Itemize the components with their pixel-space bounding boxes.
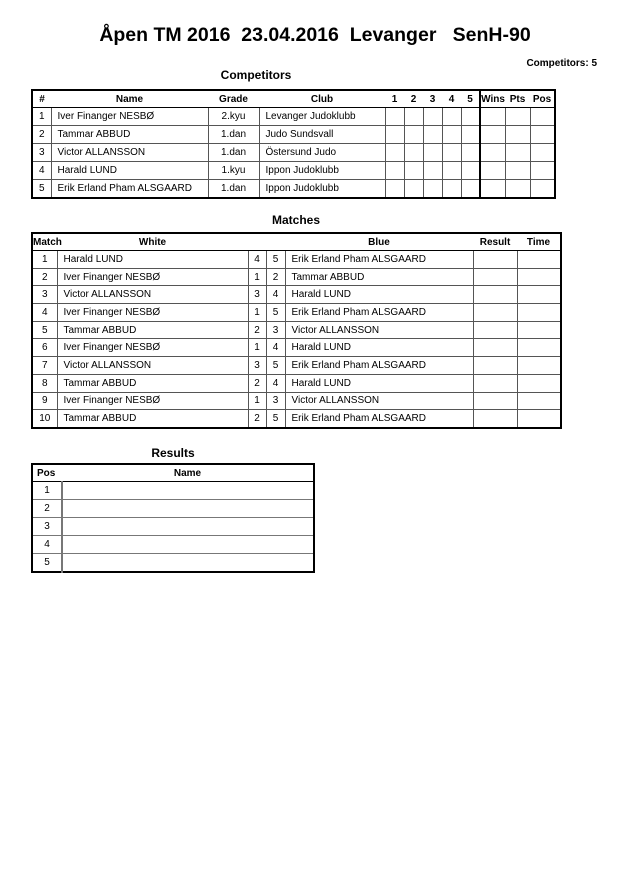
match-row: [32, 392, 561, 410]
time-cell[interactable]: [517, 339, 561, 357]
time-cell[interactable]: [517, 321, 561, 339]
result-cell[interactable]: [473, 286, 517, 304]
score-cell-4[interactable]: [442, 108, 461, 126]
score-cell-1[interactable]: [385, 108, 404, 126]
blue-name: Erik Erland Pham ALSGAARD: [285, 410, 473, 428]
col-header-pts: Pts: [505, 90, 530, 108]
blue-name: Harald LUND: [285, 339, 473, 357]
competitor-name: Iver Finanger NESBØ: [51, 108, 208, 126]
result-position: 5: [32, 554, 62, 573]
white-number: 1: [248, 392, 266, 410]
blue-number: 5: [266, 251, 285, 269]
col-header-blue: Blue: [285, 233, 473, 251]
white-number: 1: [248, 268, 266, 286]
result-name-cell[interactable]: [62, 482, 314, 500]
score-cell-2[interactable]: [404, 144, 423, 162]
result-cell[interactable]: [473, 374, 517, 392]
score-cell-2[interactable]: [404, 180, 423, 199]
col-header-wins: Wins: [480, 90, 505, 108]
competitor-row: [32, 126, 555, 144]
pos-cell[interactable]: [530, 126, 555, 144]
wins-cell[interactable]: [480, 126, 505, 144]
match-number: 9: [32, 392, 57, 410]
time-cell[interactable]: [517, 357, 561, 375]
white-number: 2: [248, 321, 266, 339]
score-cell-5[interactable]: [461, 162, 480, 180]
page-title: Åpen TM 2016 23.04.2016 Levanger SenH-90: [99, 24, 531, 46]
wins-cell[interactable]: [480, 144, 505, 162]
competitors-section-title: Competitors: [220, 68, 292, 82]
score-cell-3[interactable]: [423, 162, 442, 180]
wins-cell[interactable]: [480, 108, 505, 126]
time-cell[interactable]: [517, 374, 561, 392]
competitor-club: Judo Sundsvall: [259, 126, 385, 144]
match-number: 4: [32, 304, 57, 322]
score-cell-4[interactable]: [442, 162, 461, 180]
competitor-grade: 1.dan: [208, 144, 259, 162]
white-number: 2: [248, 410, 266, 428]
results-table: [31, 463, 315, 573]
blue-name: Victor ALLANSSON: [285, 321, 473, 339]
pts-cell[interactable]: [505, 144, 530, 162]
match-number: 10: [32, 410, 57, 428]
score-cell-5[interactable]: [461, 108, 480, 126]
white-name: Iver Finanger NESBØ: [57, 339, 248, 357]
match-number: 8: [32, 374, 57, 392]
result-cell[interactable]: [473, 321, 517, 339]
match-row: [32, 321, 561, 339]
white-name: Victor ALLANSSON: [57, 286, 248, 304]
result-row: [32, 518, 314, 536]
white-name: Victor ALLANSSON: [57, 357, 248, 375]
competitors-header-row: [32, 90, 555, 108]
col-header-2: 2: [404, 90, 423, 108]
result-position: 2: [32, 500, 62, 518]
pos-cell[interactable]: [530, 108, 555, 126]
score-cell-5[interactable]: [461, 126, 480, 144]
score-cell-5[interactable]: [461, 144, 480, 162]
col-header-5: 5: [461, 90, 480, 108]
result-cell[interactable]: [473, 304, 517, 322]
match-row: [32, 410, 561, 428]
col-header-white: White: [57, 233, 248, 251]
col-header-1: 1: [385, 90, 404, 108]
score-cell-1[interactable]: [385, 180, 404, 199]
time-cell[interactable]: [517, 251, 561, 269]
col-header-grade: Grade: [208, 90, 259, 108]
competitor-name: Harald LUND: [51, 162, 208, 180]
blue-number: 4: [266, 286, 285, 304]
competitor-club: Levanger Judoklubb: [259, 108, 385, 126]
match-row: [32, 357, 561, 375]
result-name-cell[interactable]: [62, 518, 314, 536]
col-header-match: Match: [32, 233, 57, 251]
col-header-club: Club: [259, 90, 385, 108]
time-cell[interactable]: [517, 268, 561, 286]
wins-cell[interactable]: [480, 180, 505, 199]
competitor-row: [32, 162, 555, 180]
competitor-club: Ippon Judoklubb: [259, 162, 385, 180]
col-header-res-pos: Pos: [32, 464, 62, 482]
competitor-name: Erik Erland Pham ALSGAARD: [51, 180, 208, 199]
blue-number: 4: [266, 374, 285, 392]
competitor-grade: 2.kyu: [208, 108, 259, 126]
result-row: [32, 554, 314, 573]
score-cell-4[interactable]: [442, 126, 461, 144]
competitors-table: [31, 89, 556, 199]
score-cell-3[interactable]: [423, 180, 442, 199]
blue-name: Victor ALLANSSON: [285, 392, 473, 410]
pts-cell[interactable]: [505, 162, 530, 180]
result-position: 1: [32, 482, 62, 500]
match-number: 5: [32, 321, 57, 339]
col-header-result: Result: [473, 233, 517, 251]
result-position: 4: [32, 536, 62, 554]
match-number: 7: [32, 357, 57, 375]
results-section-title: Results: [151, 446, 195, 460]
competitor-club: Ippon Judoklubb: [259, 180, 385, 199]
result-cell[interactable]: [473, 410, 517, 428]
score-cell-1[interactable]: [385, 162, 404, 180]
result-row: [32, 482, 314, 500]
blue-name: Tammar ABBUD: [285, 268, 473, 286]
blue-name: Erik Erland Pham ALSGAARD: [285, 251, 473, 269]
time-cell[interactable]: [517, 410, 561, 428]
white-name: Iver Finanger NESBØ: [57, 392, 248, 410]
score-cell-3[interactable]: [423, 144, 442, 162]
competitor-row: [32, 108, 555, 126]
white-number: 2: [248, 374, 266, 392]
score-cell-2[interactable]: [404, 162, 423, 180]
result-position: 3: [32, 518, 62, 536]
score-cell-4[interactable]: [442, 144, 461, 162]
col-header-time: Time: [517, 233, 561, 251]
time-cell[interactable]: [517, 392, 561, 410]
matches-header-row: [32, 233, 561, 251]
wins-cell[interactable]: [480, 162, 505, 180]
white-name: Iver Finanger NESBØ: [57, 268, 248, 286]
blue-name: Erik Erland Pham ALSGAARD: [285, 304, 473, 322]
result-cell[interactable]: [473, 268, 517, 286]
result-cell[interactable]: [473, 392, 517, 410]
time-cell[interactable]: [517, 286, 561, 304]
white-number: 3: [248, 286, 266, 304]
blue-name: Erik Erland Pham ALSGAARD: [285, 357, 473, 375]
col-header-res-name: Name: [62, 464, 314, 482]
pos-cell[interactable]: [530, 162, 555, 180]
results-header-row: [32, 464, 314, 482]
match-number: 3: [32, 286, 57, 304]
result-cell[interactable]: [473, 339, 517, 357]
competitor-grade: 1.kyu: [208, 162, 259, 180]
competitor-number: 2: [32, 126, 51, 144]
white-name: Tammar ABBUD: [57, 321, 248, 339]
match-number: 1: [32, 251, 57, 269]
competitor-name: Victor ALLANSSON: [51, 144, 208, 162]
result-name-cell[interactable]: [62, 554, 314, 573]
score-cell-3[interactable]: [423, 108, 442, 126]
col-header-3: 3: [423, 90, 442, 108]
score-cell-4[interactable]: [442, 180, 461, 199]
competitor-row: [32, 144, 555, 162]
competitor-number: 3: [32, 144, 51, 162]
white-number: 1: [248, 339, 266, 357]
blue-number: 5: [266, 304, 285, 322]
competitor-grade: 1.dan: [208, 126, 259, 144]
result-name-cell[interactable]: [62, 536, 314, 554]
result-cell[interactable]: [473, 357, 517, 375]
result-row: [32, 536, 314, 554]
col-header-white-num: [248, 233, 266, 251]
competitor-number: 5: [32, 180, 51, 199]
col-header-pos: Pos: [530, 90, 555, 108]
blue-number: 5: [266, 410, 285, 428]
match-number: 2: [32, 268, 57, 286]
white-number: 1: [248, 304, 266, 322]
blue-number: 3: [266, 321, 285, 339]
pts-cell[interactable]: [505, 108, 530, 126]
matches-table: [31, 232, 562, 429]
competitor-name: Tammar ABBUD: [51, 126, 208, 144]
pos-cell[interactable]: [530, 144, 555, 162]
match-row: [32, 286, 561, 304]
white-name: Harald LUND: [57, 251, 248, 269]
col-header-num: #: [32, 90, 51, 108]
match-row: [32, 268, 561, 286]
pts-cell[interactable]: [505, 180, 530, 199]
competitor-row: [32, 180, 555, 199]
result-name-cell[interactable]: [62, 500, 314, 518]
col-header-blue-num: [266, 233, 285, 251]
blue-number: 3: [266, 392, 285, 410]
competitor-club: Östersund Judo: [259, 144, 385, 162]
match-row: [32, 251, 561, 269]
match-row: [32, 339, 561, 357]
competitors-count: Competitors: 5: [526, 58, 597, 69]
white-name: Tammar ABBUD: [57, 410, 248, 428]
blue-number: 4: [266, 339, 285, 357]
col-header-name: Name: [51, 90, 208, 108]
time-cell[interactable]: [517, 304, 561, 322]
match-number: 6: [32, 339, 57, 357]
white-name: Tammar ABBUD: [57, 374, 248, 392]
competitor-grade: 1.dan: [208, 180, 259, 199]
col-header-4: 4: [442, 90, 461, 108]
score-cell-3[interactable]: [423, 126, 442, 144]
result-cell[interactable]: [473, 251, 517, 269]
competitor-number: 1: [32, 108, 51, 126]
blue-number: 5: [266, 357, 285, 375]
score-cell-2[interactable]: [404, 126, 423, 144]
score-cell-5[interactable]: [461, 180, 480, 199]
blue-name: Harald LUND: [285, 374, 473, 392]
matches-section-title: Matches: [271, 213, 321, 227]
match-row: [32, 374, 561, 392]
score-cell-2[interactable]: [404, 108, 423, 126]
score-cell-1[interactable]: [385, 126, 404, 144]
white-number: 4: [248, 251, 266, 269]
score-cell-1[interactable]: [385, 144, 404, 162]
blue-name: Harald LUND: [285, 286, 473, 304]
pos-cell[interactable]: [530, 180, 555, 199]
match-row: [32, 304, 561, 322]
pts-cell[interactable]: [505, 126, 530, 144]
white-number: 3: [248, 357, 266, 375]
competitor-number: 4: [32, 162, 51, 180]
result-row: [32, 500, 314, 518]
blue-number: 2: [266, 268, 285, 286]
white-name: Iver Finanger NESBØ: [57, 304, 248, 322]
